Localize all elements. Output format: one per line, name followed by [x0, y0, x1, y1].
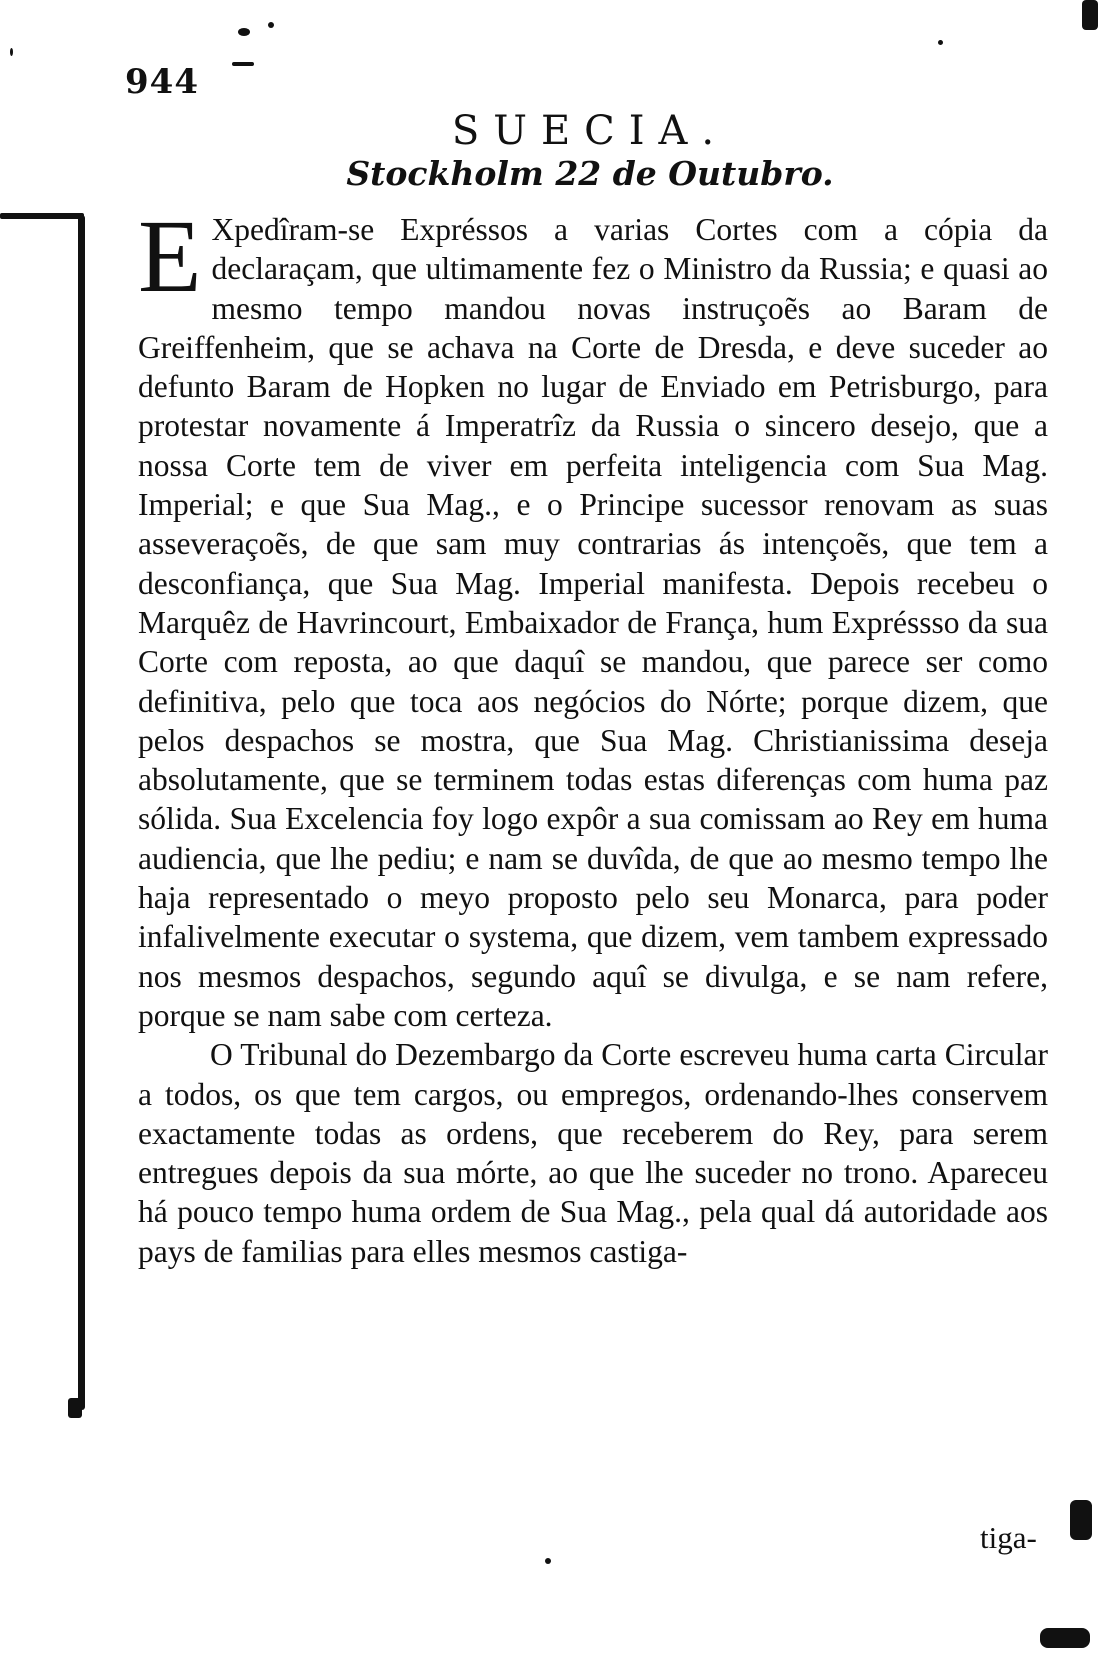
ink-speck — [1040, 1628, 1090, 1648]
dateline: Stockholm 22 de Outubro. — [346, 154, 834, 193]
ink-speck — [232, 62, 254, 66]
ink-speck — [10, 48, 13, 56]
section-title: SUECIA. — [451, 108, 729, 154]
ink-speck — [268, 22, 274, 28]
ink-speck — [68, 1398, 82, 1418]
ink-speck — [1070, 1500, 1092, 1540]
paragraph-2 — [138, 1035, 1048, 1271]
drop-cap: E — [138, 199, 202, 314]
catchword: tiga- — [980, 1520, 1037, 1555]
article-body — [138, 199, 1048, 1271]
ink-speck — [545, 1558, 551, 1564]
paragraph-2-text: O Tribunal do Dezembargo da Corte escreveu huma carta Circular a todos, os que tem cargos, ou empregos, ordenando-lhes conservem exactamente todas as ordens, que receberem do Rey, para serem entregues depois da sua mórte, ao que lhe suceder no trono. Apareceu há pouco tempo huma ordem de Sua Mag., pela qual dá autoridade aos pays de familias para elles mesmos castiga- — [138, 1037, 1048, 1269]
ink-speck — [238, 28, 250, 36]
binding-edge-top — [0, 213, 84, 219]
ink-speck — [1082, 0, 1098, 30]
paragraph-1 — [138, 199, 1048, 1035]
ink-speck — [938, 40, 943, 45]
paragraph-1-text: Xpedîram-se Expréssos a varias Cortes com a cópia da declaraçam, que ultimamente fez o Ministro da Russia; e quasi ao mesmo tempo mandou novas instruçoẽs ao Baram de Greiffenheim, que se achava na Corte de Dresda, e deve suceder ao defunto Baram de Hopken no lugar de Enviado em Petrisburgo, para protestar novamente á Imperatrîz da Russia o sincero desejo, que a nossa Corte tem de viver em perfeita inteligencia com Sua Mag. Imperial; e que Sua Mag., e o Principe sucessor renovam as suas asseveraçoẽs, de que sam muy contrarias ás intençoẽs, que tem a desconfiança, que Sua Mag. Imperial manifesta. Depois recebeu o Marquêz de Havrincourt, Embaixador de França, hum Expréssso da sua Corte com reposta, ao que daquî se mandou, que parece ser como definitiva, pelo que toca aos negócios do Nórte; porque dizem, que pelos despachos se mostra, que Sua Mag. Christianissima deseja absolutamente, que se terminem todas estas diferenças com huma paz sólida. Sua Excelencia foy logo expôr a sua comissam ao Rey em huma audiencia, que lhe pediu; e nam se duvîda, de que ao mesmo tempo lhe haja representado o meyo proposto pelo seu Monarca, para poder infalivelmente executar o systema, que dizem, vem tambem expressado nos mesmos despachos, segundo aquî se divulga, e se nam refere, porque se nam sabe com certeza. — [138, 212, 1048, 1033]
binding-edge — [78, 215, 85, 1410]
page-number: 944 — [125, 62, 199, 102]
